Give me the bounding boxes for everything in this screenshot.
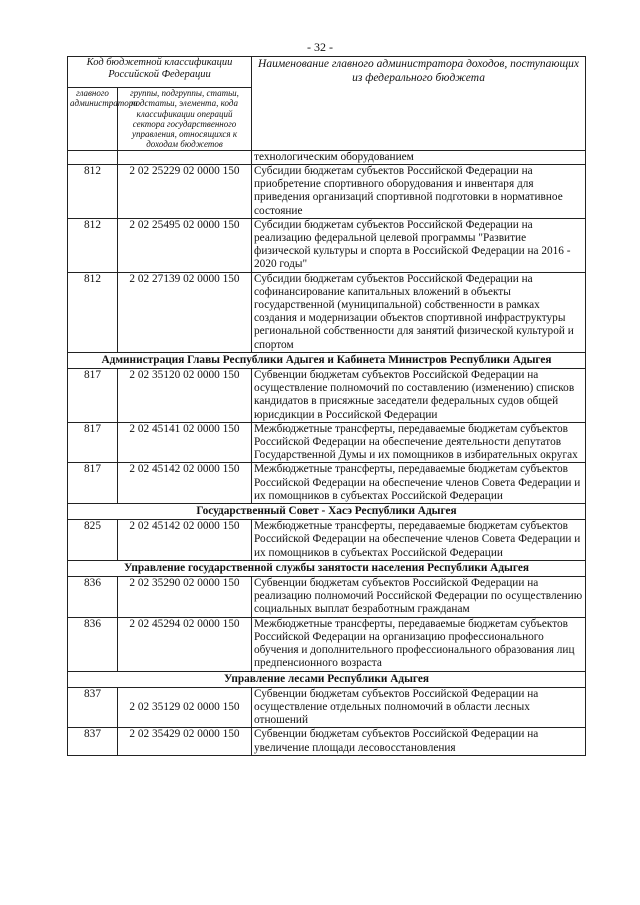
code-cell	[118, 150, 252, 164]
description-cell: Субвенции бюджетам субъектов Российской Федерации на реализацию полномочий Российской Федерации по осуществлению социальных выплат безработным гражданам	[252, 577, 586, 618]
section-title: Управление лесами Республики Адыгея	[68, 671, 586, 687]
admin-cell: 837	[68, 687, 118, 728]
admin-cell	[68, 150, 118, 164]
table-row	[68, 728, 586, 755]
description-cell: Межбюджетные трансферты, передаваемые бюджетам субъектов Российской Федерации на организацию профессионального обучения и дополнительного профессионального образования лиц предпенсионного возраста	[252, 617, 586, 671]
table-row	[68, 218, 586, 272]
table-row	[68, 422, 586, 463]
header-admin-column: главного администратора	[68, 88, 118, 151]
description-cell: Субсидии бюджетам субъектов Российской Федерации на софинансирование капитальных вложений в объекты государственной (муниципальной) собственности в рамках создания и модернизации объектов спортивной инфраструктуры региональной собственности для занятий физической культурой и спортом	[252, 272, 586, 352]
description-cell: технологическим оборудованием	[252, 150, 586, 164]
page-number: - 32 -	[307, 40, 333, 54]
header-row	[68, 57, 586, 88]
budget-classification-table	[67, 56, 586, 756]
admin-cell: 817	[68, 369, 118, 423]
code-cell: 2 02 35429 02 0000 150	[118, 728, 252, 755]
code-cell: 2 02 25495 02 0000 150	[118, 218, 252, 272]
table-row	[68, 617, 586, 671]
admin-cell: 812	[68, 164, 118, 218]
description-cell: Межбюджетные трансферты, передаваемые бюджетам субъектов Российской Федерации на обеспечение членов Совета Федерации и их помощников в субъектах Российской Федерации	[252, 520, 586, 561]
code-cell: 2 02 45294 02 0000 150	[118, 617, 252, 671]
admin-cell: 836	[68, 577, 118, 618]
admin-cell: 817	[68, 463, 118, 504]
code-cell: 2 02 25229 02 0000 150	[118, 164, 252, 218]
description-cell: Субсидии бюджетам субъектов Российской Федерации на приобретение спортивного оборудования и инвентаря для приведения организаций спортивной подготовки в нормативное состояние	[252, 164, 586, 218]
code-cell: 2 02 27139 02 0000 150	[118, 272, 252, 352]
table-row	[68, 369, 586, 423]
admin-cell: 825	[68, 520, 118, 561]
section-title: Государственный Совет - Хасэ Республики Адыгея	[68, 504, 586, 520]
description-cell: Субсидии бюджетам субъектов Российской Федерации на реализацию федеральной целевой программы "Развитие физической культуры и спорта в Российской Федерации на 2016 - 2020 годы"	[252, 218, 586, 272]
code-cell: 2 02 45142 02 0000 150	[118, 520, 252, 561]
admin-cell: 812	[68, 218, 118, 272]
section-header-row	[68, 560, 586, 576]
table-row	[68, 164, 586, 218]
header-name-column: Наименование главного администратора доходов, поступающих из федерального бюджета	[252, 57, 586, 151]
table-row	[68, 272, 586, 352]
description-cell: Субвенции бюджетам субъектов Российской Федерации на увеличение площади лесовосстановления	[252, 728, 586, 755]
table-row	[68, 577, 586, 618]
table-row	[68, 687, 586, 728]
code-cell: 2 02 45141 02 0000 150	[118, 422, 252, 463]
section-header-row	[68, 352, 586, 368]
admin-cell: 836	[68, 617, 118, 671]
header-code-column: группы, подгруппы, статьи, подстатьи, элемента, кода классификации операций сектора государственного управления, относящихся к доходам бюджетов	[118, 88, 252, 151]
code-cell: 2 02 35290 02 0000 150	[118, 577, 252, 618]
table-row	[68, 520, 586, 561]
admin-cell: 817	[68, 422, 118, 463]
section-header-row	[68, 671, 586, 687]
description-cell: Субвенции бюджетам субъектов Российской Федерации на осуществление полномочий по составлению (изменению) списков кандидатов в присяжные заседатели федеральных судов общей юрисдикции в Российской Федерации	[252, 369, 586, 423]
section-title: Управление государственной службы занятости населения Республики Адыгея	[68, 560, 586, 576]
description-cell: Субвенции бюджетам субъектов Российской Федерации на осуществление отдельных полномочий в области лесных отношений	[252, 687, 586, 728]
header-code-group: Код бюджетной классификации Российской Федерации	[68, 57, 252, 88]
description-cell: Межбюджетные трансферты, передаваемые бюджетам субъектов Российской Федерации на обеспечение деятельности депутатов Государственной Думы и их помощников в избирательных округах	[252, 422, 586, 463]
table-row	[68, 463, 586, 504]
admin-cell: 837	[68, 728, 118, 755]
code-cell: 2 02 35120 02 0000 150	[118, 369, 252, 423]
table-row	[68, 150, 586, 164]
code-cell: 2 02 45142 02 0000 150	[118, 463, 252, 504]
code-cell: 2 02 35129 02 0000 150	[118, 687, 252, 728]
section-title: Администрация Главы Республики Адыгея и Кабинета Министров Республики Адыгея	[68, 352, 586, 368]
section-header-row	[68, 504, 586, 520]
description-cell: Межбюджетные трансферты, передаваемые бюджетам субъектов Российской Федерации на обеспечение членов Совета Федерации и их помощников в субъектах Российской Федерации	[252, 463, 586, 504]
admin-cell: 812	[68, 272, 118, 352]
